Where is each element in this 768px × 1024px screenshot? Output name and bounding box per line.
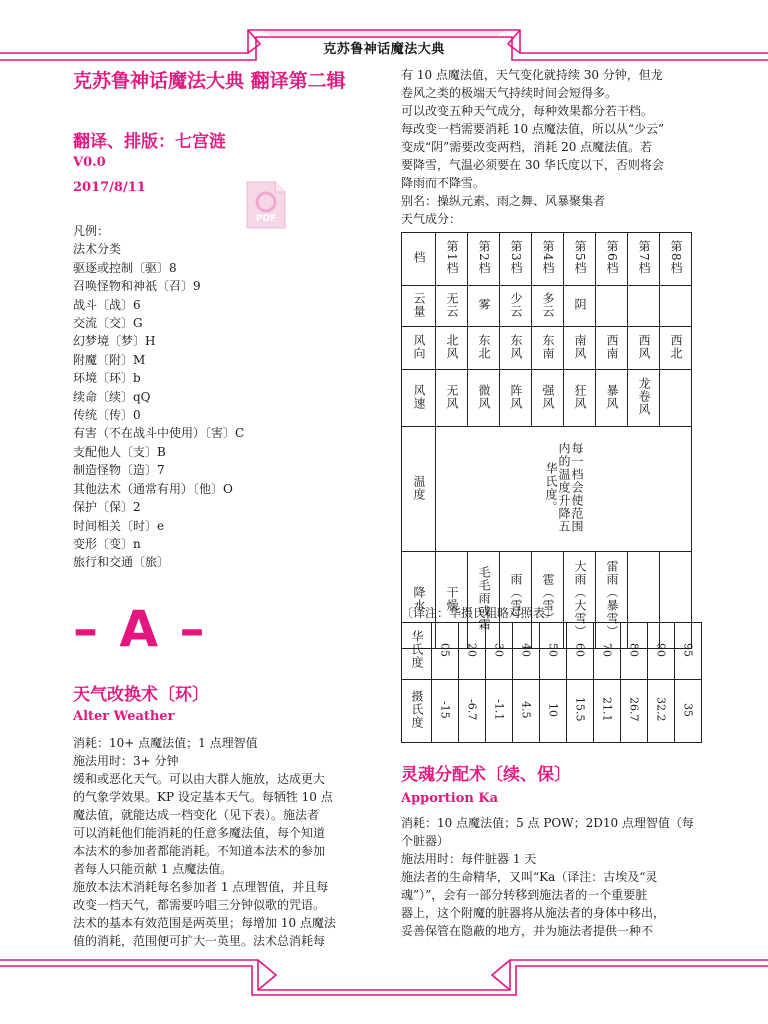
table-cell: 雨（雪） [500, 552, 532, 649]
legend-item: 旅行和交通〔旅〕 [73, 555, 170, 570]
table-row [402, 286, 692, 327]
version-label: V0.0 [73, 155, 106, 170]
text-line: 个脏器） [401, 834, 450, 848]
table-cell: 西风 [628, 327, 660, 370]
text-line: 改变一档天气，都需要吟唱三分钟似歌的咒语。 [73, 898, 326, 912]
text-line: 有 10 点魔法值，天气变化就持续 30 分钟，但龙 [401, 68, 663, 82]
tier-header: 第4档 [532, 233, 564, 286]
text-line: 魔法值，就能达成一档变化（见下表）。施法者 [73, 808, 320, 822]
text-line: 每改变一档需要消耗 10 点魔法值，所以从“少云” [401, 122, 665, 136]
table-cell: 大雨（大雪） [564, 552, 596, 649]
text-line: 施法用时：3+ 分钟 [73, 754, 179, 768]
table-cell: 无云 [436, 286, 468, 327]
table-cell: 暴风 [596, 370, 628, 427]
text-line: 妥善保管在隐蔽的地方，并为施法者提供一种不 [401, 924, 654, 938]
text-line: 要降雪，气温必须要在 30 华氏度以下，否则将会 [401, 158, 664, 172]
table-row [402, 327, 692, 370]
table-cell: 21.1 [594, 680, 621, 743]
table-cell: 少云 [500, 286, 532, 327]
text-line: 缓和或恶化天气。可以由大群人施放，达成更大 [73, 772, 326, 786]
legend-list [73, 222, 373, 572]
row-label: 云量 [402, 286, 436, 327]
table-cell: 80 [621, 623, 648, 680]
tier-header: 第8档 [660, 233, 692, 286]
table-cell: 龙卷风 [628, 370, 660, 427]
text-line: 卷风之类的极端天气持续时间会短得多。 [401, 86, 618, 100]
conversion-note: 〔译注：华摄氏粗略对照表〕 [401, 606, 558, 620]
table-cell [660, 286, 692, 327]
table-cell: 32.2 [648, 680, 675, 743]
table-cell: 雷雨（暴雪） [596, 552, 628, 649]
table-cell: 26.7 [621, 680, 648, 743]
table-row [402, 623, 702, 680]
text-line: 天气成分： [401, 212, 462, 226]
table-cell: 东风 [500, 327, 532, 370]
table-cell: 4.5 [513, 680, 540, 743]
tier-header: 第6档 [596, 233, 628, 286]
text-line: 变成“阴”需要改变两档，消耗 20 点魔法值。若 [401, 140, 653, 154]
legend-item: 交流〔交〕G [73, 316, 143, 331]
spell-alter-weather [73, 680, 365, 950]
row-label: 摄氏度 [402, 680, 432, 743]
row-label: 温度 [402, 427, 436, 552]
table-cell: 雹（雪） [532, 552, 564, 649]
table-cell: 西南 [596, 327, 628, 370]
table-cell: -1.1 [486, 680, 513, 743]
legend-item: 支配他人〔支〕B [73, 444, 166, 459]
tier-header: 第2档 [468, 233, 500, 286]
table-cell: 05 [432, 623, 459, 680]
text-line: 降雨而不降雪。 [401, 176, 486, 190]
table-cell: 35 [675, 680, 702, 743]
legend-item: 续命〔续〕qQ [73, 389, 151, 404]
text-line: 施法者的生命精华，又叫“Ka（译注：古埃及“灵 [401, 870, 658, 884]
legend-item: 时间相关〔时〕e [73, 518, 165, 533]
table-cell: 雾 [468, 286, 500, 327]
spell-description [401, 814, 701, 940]
legend-item: 凡例： [73, 224, 110, 238]
table-cell [596, 286, 628, 327]
table-cell: 90 [648, 623, 675, 680]
table-cell [660, 370, 692, 427]
table-cell: 60 [567, 623, 594, 680]
conversion-table [401, 622, 702, 743]
legend-item: 法术分类 [73, 242, 122, 257]
tier-header: 第1档 [436, 233, 468, 286]
legend-item: 其他法术（通常有用）〔他〕O [73, 481, 233, 496]
text-line: 本法术的参加者都能消耗。不知道本法术的参加 [73, 844, 326, 858]
table-cell: 50 [540, 623, 567, 680]
text-line: 者每人只能贡献 1 点魔法值。 [73, 862, 233, 876]
legend-item: 传统〔传〕0 [73, 408, 141, 423]
table-corner-label: 档 [402, 233, 436, 286]
table-cell: 西北 [660, 327, 692, 370]
table-cell: 狂风 [564, 370, 596, 427]
translator-credit: 翻译、排版：七宫涟 [73, 132, 226, 152]
legend-item: 有害（不在战斗中使用）〔害〕C [73, 426, 245, 441]
legend-item: 制造怪物〔造〕7 [73, 463, 165, 478]
weather-table [401, 232, 692, 649]
document-title: 克苏鲁神话魔法大典 翻译第二辑 [73, 70, 346, 92]
merged-cell: 每一档会使范围内的温度升降五华氏度。 [436, 427, 692, 552]
legend-item: 变形〔变〕n [73, 536, 141, 551]
text-line: 值的消耗，范围便可扩大一英里。法术总消耗每 [73, 934, 326, 948]
table-cell: 毛毛雨或霜 [468, 552, 500, 649]
table-cell: 15.5 [567, 680, 594, 743]
spell-description [73, 734, 365, 950]
table-cell: 微风 [468, 370, 500, 427]
tier-header: 第3档 [500, 233, 532, 286]
spell-title: 天气改换术〔环〕 [73, 685, 209, 705]
text-line: 的气象学效果。KP 设定基本天气。每牺牲 10 点 [73, 790, 333, 804]
table-cell: 20 [459, 623, 486, 680]
spell-apportion-ka [401, 760, 701, 940]
table-row [402, 680, 702, 743]
text-line: 可以消耗他们能消耗的任意多魔法值，每个知道 [73, 826, 326, 840]
row-label: 风速 [402, 370, 436, 427]
spell-title: 灵魂分配术〔续、保〕 [401, 765, 571, 785]
section-letter: – A – [73, 600, 207, 658]
text-line: 别名：操纵元素、雨之舞、风暴聚集者 [401, 194, 606, 208]
table-cell: 10 [540, 680, 567, 743]
table-cell: 95 [675, 623, 702, 680]
legend-item: 战斗〔战〕6 [73, 297, 141, 312]
tier-header: 第7档 [628, 233, 660, 286]
legend-item: 附魔〔附〕M [73, 352, 146, 367]
table-row [402, 427, 692, 552]
table-cell: 东北 [468, 327, 500, 370]
legend-item: 驱逐或控制〔驱〕8 [73, 260, 177, 275]
table-cell: 无风 [436, 370, 468, 427]
row-label: 华氏度 [402, 623, 432, 680]
text-line: 消耗：10 点魔法值；5 点 POW；2D10 点理智值（每 [401, 816, 694, 830]
table-cell: 干燥 [436, 552, 468, 649]
table-cell: 30 [486, 623, 513, 680]
text-line: 消耗：10+ 点魔法值；1 点理智值 [73, 736, 258, 750]
date-label: 2017/8/11 [73, 180, 146, 195]
row-label: 风向 [402, 327, 436, 370]
table-cell: 阴 [564, 286, 596, 327]
table-cell: 阵风 [500, 370, 532, 427]
tier-header: 第5档 [564, 233, 596, 286]
legend-item: 召唤怪物和神祇〔召〕9 [73, 279, 201, 294]
bottom-banner [0, 960, 768, 995]
alter-weather-continued [401, 66, 701, 228]
table-row [402, 370, 692, 427]
text-line: 可以改变五种天气成分，每种效果都分若干档。 [401, 104, 654, 118]
table-cell: 北风 [436, 327, 468, 370]
legend-item: 环境〔环〕b [73, 371, 141, 386]
table-cell: 东南 [532, 327, 564, 370]
table-cell: 70 [594, 623, 621, 680]
text-line: 器上，这个附魔的脏器将从施法者的身体中移出， [401, 906, 666, 920]
text-line: 法术的基本有效范围是两英里；每增加 10 点魔法 [73, 916, 336, 930]
text-line: 魂”）”，会有一部分转移到施法者的一个重要脏 [401, 888, 648, 902]
pdf-label: PDF [255, 214, 277, 224]
table-cell: 南风 [564, 327, 596, 370]
legend-item: 幻梦境〔梦〕H [73, 334, 156, 349]
table-cell: -15 [432, 680, 459, 743]
text-line: 施法用时：每件脏器 1 天 [401, 852, 537, 866]
table-cell: -6.7 [459, 680, 486, 743]
spell-english-name: Apportion Ka [401, 791, 499, 806]
table-cell: 强风 [532, 370, 564, 427]
table-cell: 40 [513, 623, 540, 680]
spell-english-name: Alter Weather [73, 709, 175, 724]
table-cell: 多云 [532, 286, 564, 327]
text-line: 施放本法术消耗每名参加者 1 点理智值，并且每 [73, 880, 329, 894]
table-cell [628, 286, 660, 327]
row-label: 降水 [402, 552, 436, 649]
header-title: 克苏鲁神话魔法大典 [323, 42, 445, 57]
legend-item: 保护〔保〕2 [73, 500, 141, 515]
